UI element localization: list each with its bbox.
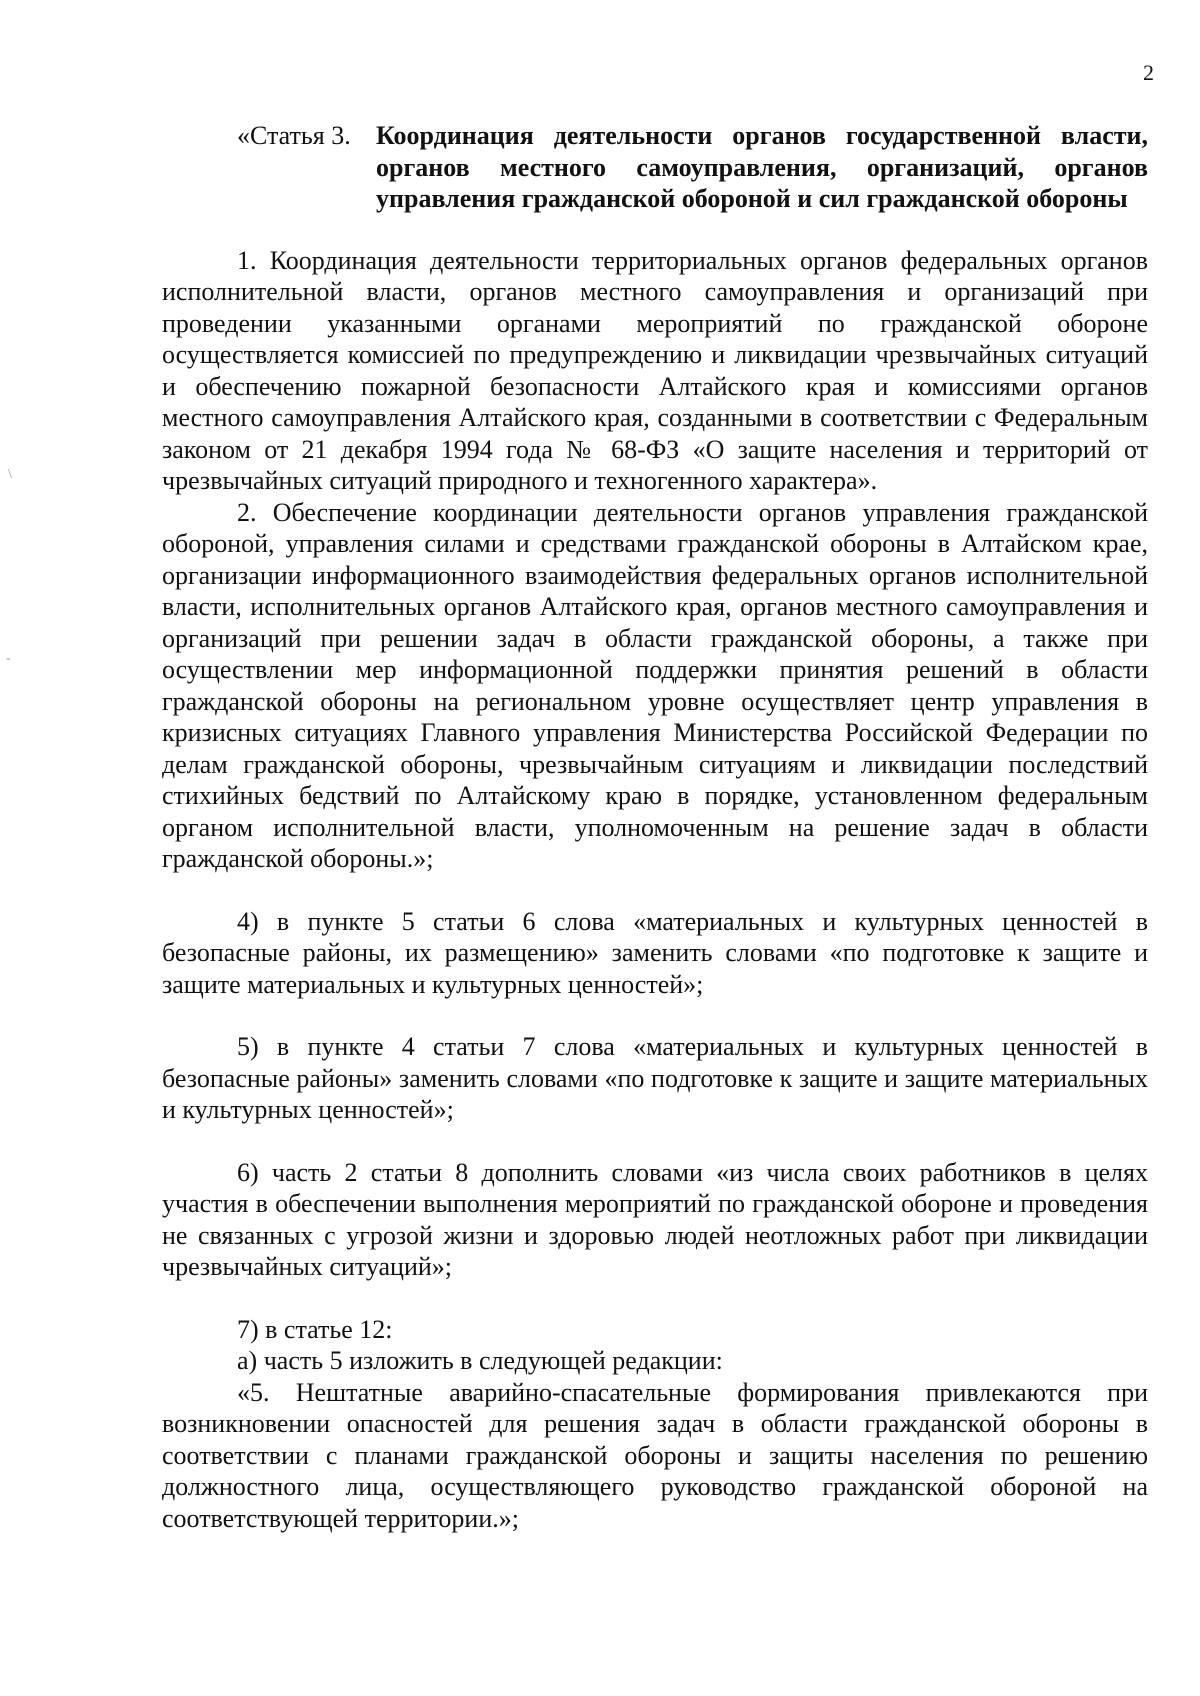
paragraph-item-5: 5) в пункте 4 статьи 7 слова «материальных и культурных ценностей в безопасные районы» заменить словами «по подготовке к защите и защите материальных и культурных ценностей»; bbox=[162, 1032, 1148, 1124]
document-body bbox=[162, 120, 1148, 1534]
page-number: 2 bbox=[1143, 60, 1154, 85]
scan-artifact: - bbox=[6, 651, 11, 666]
paragraph-item-7: 7) в статье 12: bbox=[237, 1314, 393, 1344]
article-title: Координация деятельности органов государственной власти, органов местного самоуправления, организаций, органов управления гражданской обороной и сил гражданской обороны bbox=[376, 121, 1148, 213]
paragraph-new-part-5: «5. Нештатные аварийно-спасательные формирования привлекаются при возникновении опасностей для решения задач в области гражданской обороны в соответствии с планами гражданской обороны и защиты населения по решению должностного лица, осуществляющего руководство гражданской обороной на соответствующей территории.»; bbox=[162, 1377, 1148, 1533]
article-label: «Статья 3. bbox=[237, 121, 351, 150]
scan-artifact: \ bbox=[8, 467, 12, 482]
paragraph-item-4: 4) в пункте 5 статьи 6 слова «материальных и культурных ценностей в безопасные районы, их размещению» заменить словами «по подготовке к защите и защите материальных и культурных ценностей»; bbox=[162, 906, 1148, 999]
article-heading bbox=[162, 120, 1148, 215]
paragraph-1: 1. Координация деятельности территориальных органов федеральных органов исполнительной власти, органов местного самоуправления и организаций при проведении указанными органами мероприятий по гражданской обороне осуществляется комиссией по предупреждению и ликвидации чрезвычайных ситуаций и обеспечению пожарной безопасности Алтайского края и комиссиями органов местного самоуправления Алтайского края, созданными в соответствии с Федеральным законом от 21 декабря 1994 года № 68-ФЗ «О защите населения и территорий от чрезвычайных ситуаций природного и техногенного характера». bbox=[162, 245, 1148, 495]
paragraph-item-7a: а) часть 5 изложить в следующей редакции: bbox=[237, 1346, 723, 1375]
paragraph-item-6: 6) часть 2 статьи 8 дополнить словами «из числа своих работников в целях участия в обеспечении выполнения мероприятий по гражданской обороне и проведения не связанных с угрозой жизни и здоровью людей неотложных работ при ликвидации чрезвычайных ситуаций»; bbox=[162, 1157, 1148, 1281]
paragraph-2: 2. Обеспечение координации деятельности органов управления гражданской обороной, управления силами и средствами гражданской обороны в Алтайском крае, организации информационного взаимодействия федеральных органов исполнительной власти, исполнительных органов Алтайского края, органов местного самоуправления и организаций при решении задач в области гражданской обороны, а также при осуществлении мер информационной поддержки принятия решений в области гражданской обороны на региональном уровне осуществляет центр управления в кризисных ситуациях Главного управления Министерства Российской Федерации по делам гражданской обороны, чрезвычайным ситуациям и ликвидации последствий стихийных бедствий по Алтайскому краю в порядке, установленном федеральным органом исполнительной власти, уполномоченным на решение задач в области гражданской обороны.»; bbox=[162, 497, 1148, 873]
